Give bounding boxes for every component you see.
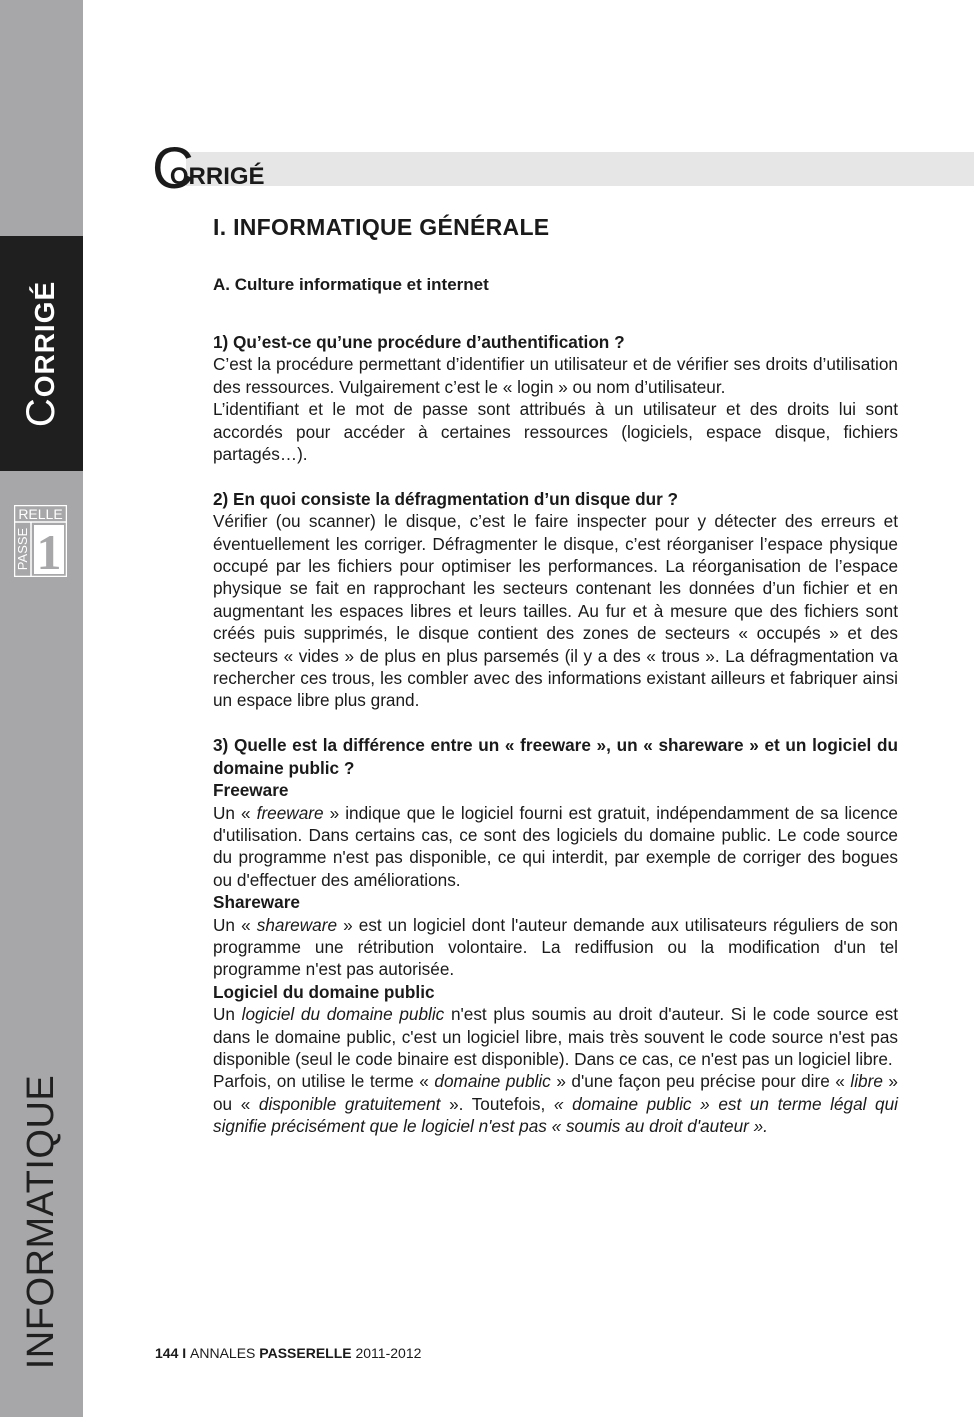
sidebar-tab-rest: ORRIGÉ (29, 280, 60, 398)
freeware-paragraph: Un « freeware » indique que le logiciel fourni est gratuit, indépendamment de sa licence d'utilisation. Dans certains cas, ce sont des logiciels du domaine public. Le code source du programme n'est pas disponible, ce qui interdit, par exemple de corriger des bogues ou d'effectuer des améliorations. (213, 802, 898, 890)
sidebar-subject: INFORMATIQUE (20, 1074, 62, 1370)
public-domain-paragraph: Un logiciel du domaine public n'est plus soumis au droit d'auteur. Si le code source est dans le domaine public, c'est un logiciel libre, mais très souvent le code source n'est pas disponible (seul le code binaire est disponible). Dans ce cas, ce n'est pas un logiciel libre. (213, 1004, 898, 1069)
section-title: I. INFORMATIQUE GÉNÉRALE (213, 214, 550, 240)
sidebar-tab-label (21, 281, 61, 427)
subsection-title: A. Culture informatique et internet (213, 275, 489, 294)
freeware-heading: Freeware (213, 780, 289, 801)
logo-top-text: RELLE (18, 506, 63, 522)
question-3: 3) Quelle est la différence entre un « freeware », un « shareware » et un logiciel du domaine public ? (213, 735, 898, 778)
shareware-paragraph: Un « shareware » est un logiciel dont l'auteur demande aux utilisateurs réguliers de son programme une rétribution volontaire. La rediffusion ou la modification d'un tel programme n'est pas autorisée. (213, 914, 898, 980)
public-domain-note: Parfois, on utilise le terme « domaine public » d'une façon peu précise pour dire « libre » ou « disponible gratuitement ». Toutefois, « domaine public » est un terme légal qui signifie précisément que le logiciel n'est pas « soumis au droit d'auteur ». (213, 1071, 898, 1137)
main-content (213, 331, 898, 1138)
public-domain-heading: Logiciel du domaine public (213, 981, 435, 1002)
footer-brand: PASSERELLE (259, 1345, 352, 1361)
question-2: 2) En quoi consiste la défragmentation d’un disque dur ? (213, 488, 679, 509)
page-title-initial: C (152, 136, 194, 201)
question-1: 1) Qu’est-ce qu’une procédure d’authentification ? (213, 332, 625, 352)
answer-1-paragraph-1: C’est la procédure permettant d’identifier un utilisateur et de vérifier ses droits d’utilisation des ressources. Vulgairement c’est le « login » ou nom d’utilisateur. (213, 354, 898, 397)
page-title-rest: ORRIGÉ (169, 163, 265, 190)
page-number: 144 (155, 1345, 179, 1361)
page-footer: 144 I ANNALES PASSERELLE 2011-2012 (155, 1345, 422, 1361)
answer-2-paragraph: Vérifier (ou scanner) le disque, c’est le faire inspecter pour y détecter des erreurs et éventuellement les corriger. Défragmenter le disque, c’est réorganiser l’espace physique occupé par les fichiers pour optimiser les performances. La réorganisation de l’espace physique se fait en rapprochant les secteurs contenant les données d’un fichier et en augmentant les espaces libres et leurs tailles. Au fur et à mesure que des fichiers sont créés puis supprimés, le disque contient des zones de secteurs « occupés » et des secteurs « vides » de plus en plus parsemés (il y a des « trous ». La défragmentation va rechercher ces trous, les combler avec des informations existant ailleurs et fabriquer ainsi un espace libre plus grand. (213, 511, 898, 711)
sidebar-tab-initial: C (19, 397, 63, 428)
answer-1-paragraph-2: L’identifiant et le mot de passe sont attribués à un utilisateur et des droits lui sont accordés pour accéder à certaines ressources (logiciels, espace disque, fichiers partagés…). (213, 399, 898, 465)
page-title (152, 136, 265, 201)
passerelle-logo (14, 505, 67, 577)
shareware-heading: Shareware (213, 892, 300, 913)
header-band (186, 152, 974, 186)
logo-side-text: PASSE (15, 527, 30, 571)
logo-number: 1 (36, 524, 62, 577)
